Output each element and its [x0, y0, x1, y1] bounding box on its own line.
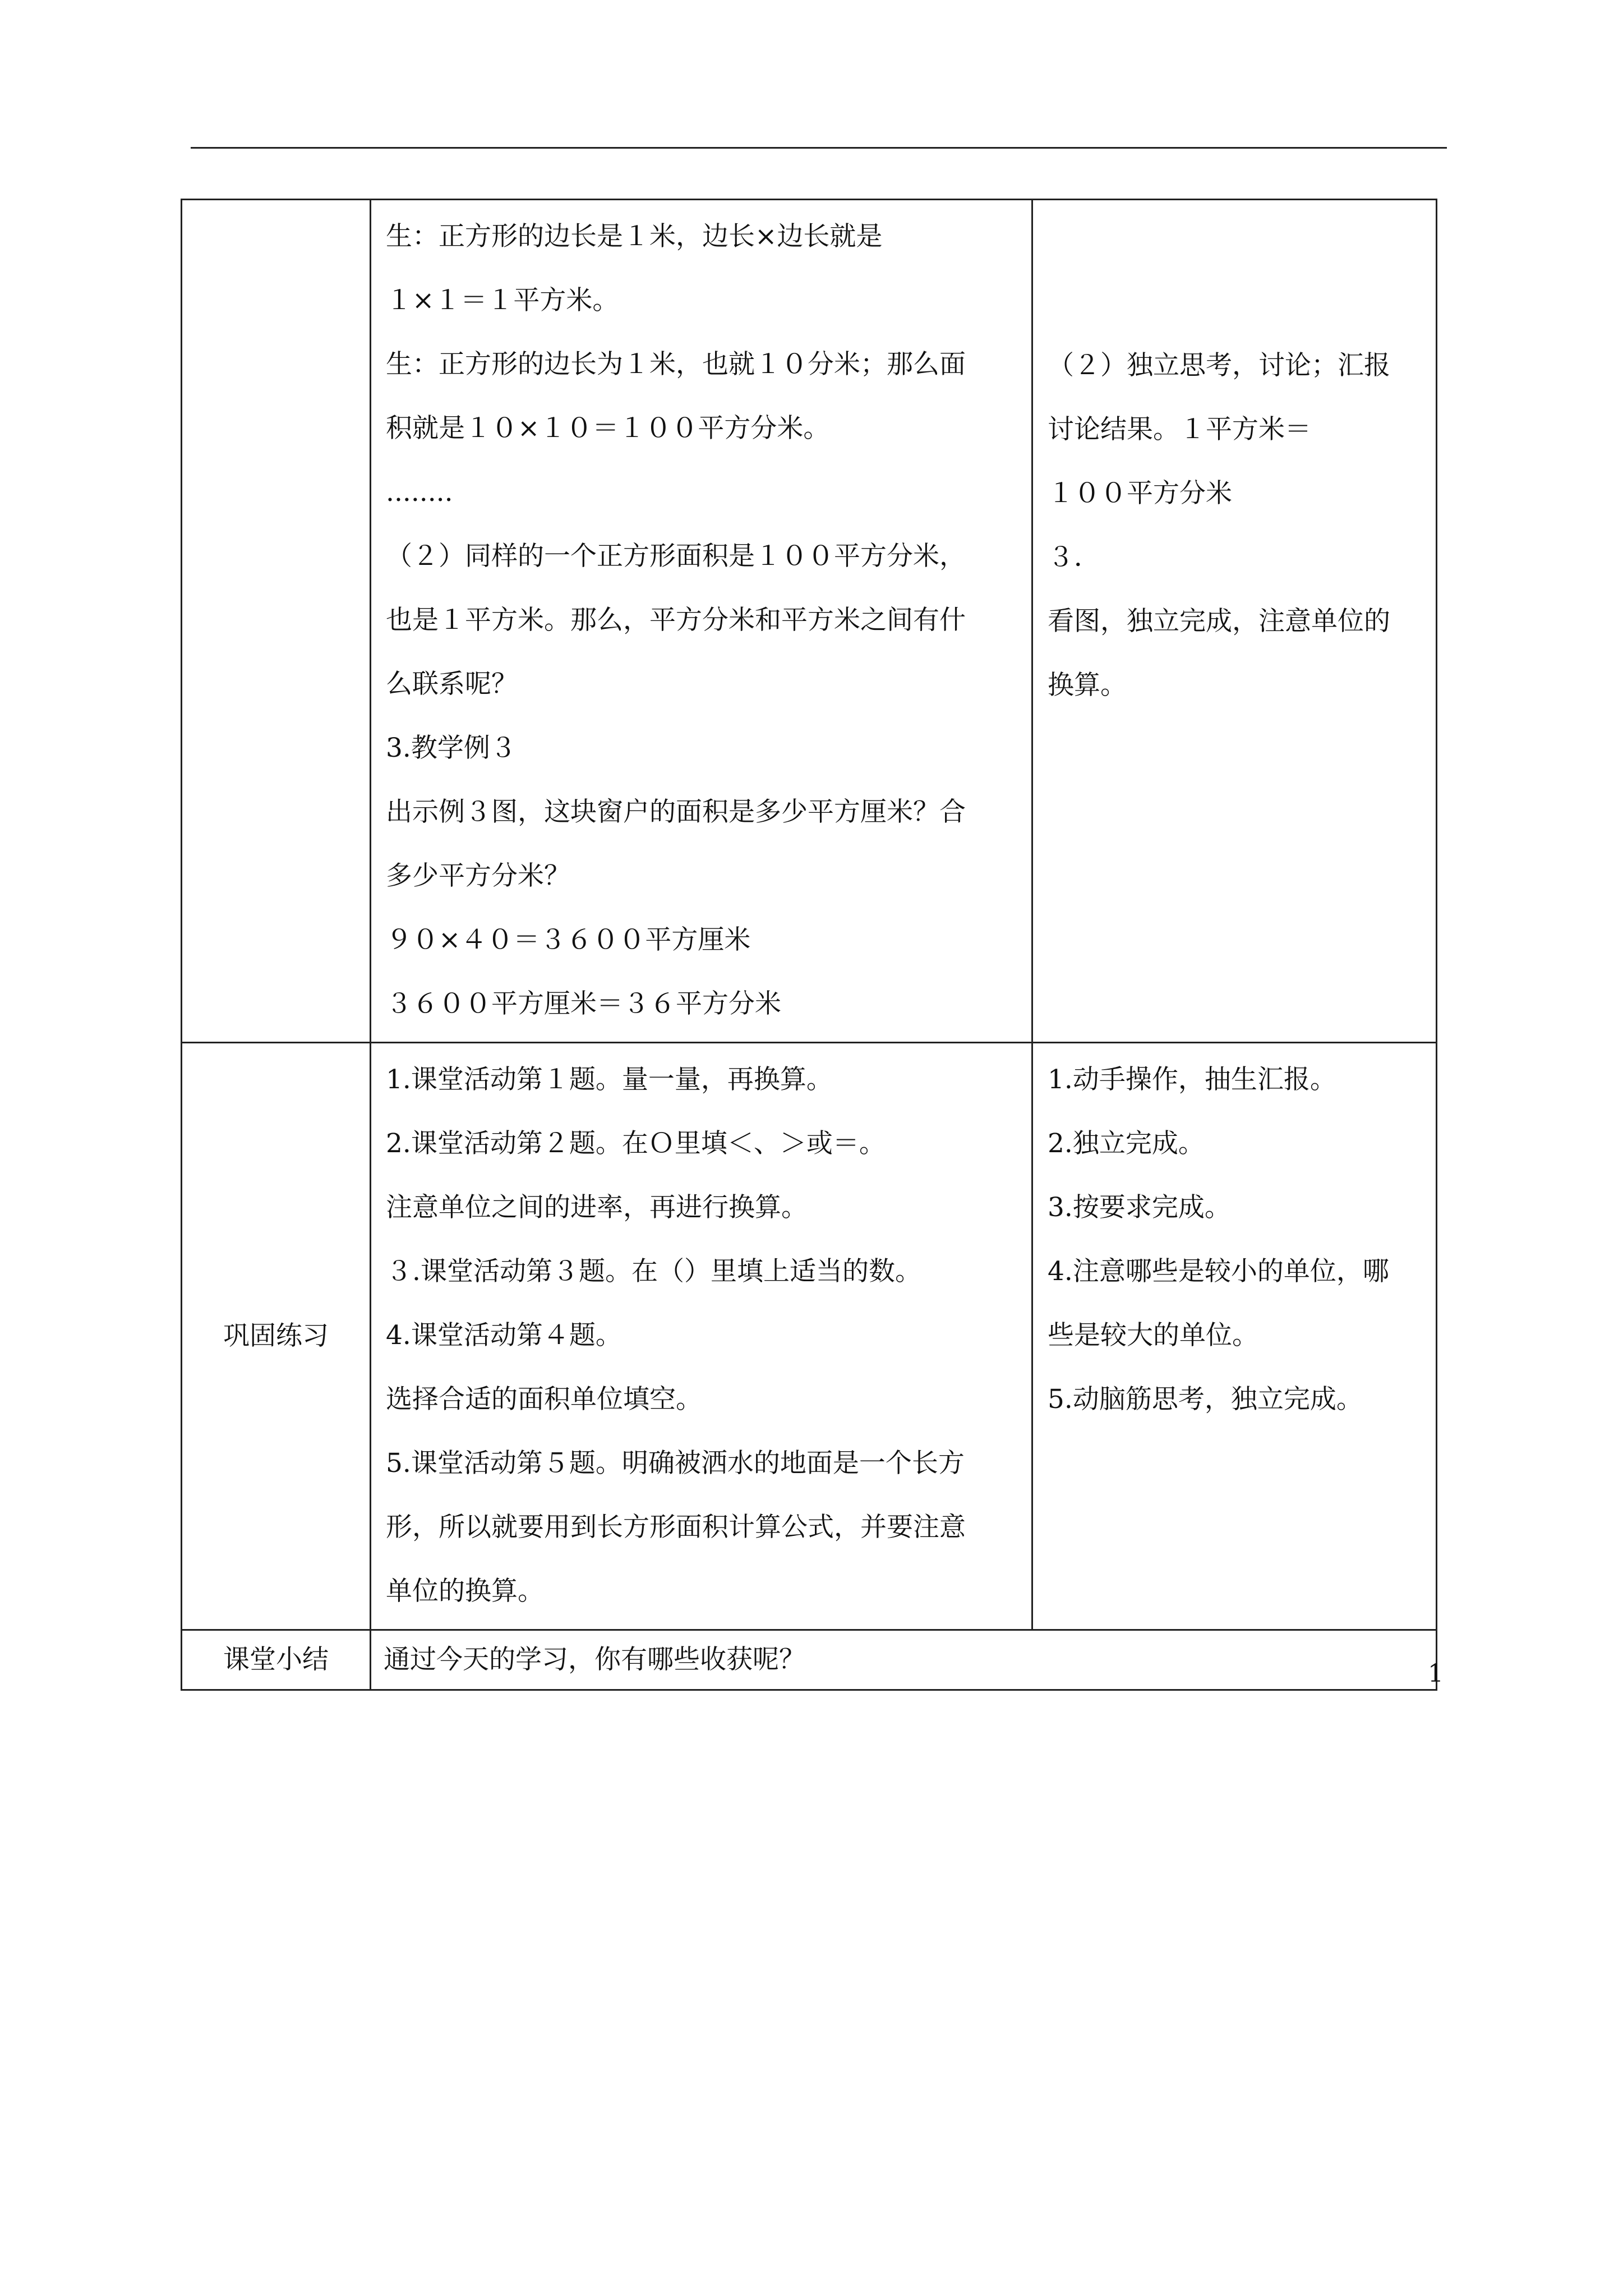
text-line: ........ [386, 477, 453, 508]
row1-teacher-lines [371, 200, 1031, 1042]
text-line: 1.动手操作，抽生汇报。 [1048, 1064, 1336, 1095]
lesson-plan-table [181, 199, 1437, 1691]
text-line: 5.动脑筋思考，独立完成。 [1048, 1384, 1363, 1415]
row3-label: 课堂小结 [182, 1630, 371, 1690]
row2-label: 巩固练习 [182, 1043, 371, 1630]
text-line: 出示例３图，这块窗户的面积是多少平方厘米？合 [386, 797, 966, 827]
row2-student-lines [1033, 1043, 1436, 1437]
row2-teacher-cell [371, 1043, 1032, 1630]
text-line: 1.课堂活动第１题。量一量，再换算。 [386, 1064, 833, 1095]
text-line: 2.课堂活动第２题。在Ｏ里填＜、＞或＝。 [386, 1128, 886, 1159]
row3-content-cell [371, 1630, 1437, 1690]
text-line: 么联系呢？ [386, 669, 518, 700]
text-line: 形，所以就要用到长方形面积计算公式，并要注意 [386, 1512, 966, 1543]
header-rule [191, 147, 1447, 149]
row-summary [182, 1630, 1437, 1690]
text-line: 单位的换算。 [386, 1576, 544, 1607]
row1-label [182, 200, 371, 1043]
text-line: 选择合适的面积单位填空。 [386, 1384, 702, 1415]
text-line: 4.注意哪些是较小的单位，哪 [1048, 1256, 1389, 1287]
text-line: 积就是１０×１０＝１００平方分米。 [386, 413, 830, 444]
text-line: 4.课堂活动第４题。 [386, 1320, 622, 1351]
row1-teacher-cell [371, 200, 1032, 1043]
page-number: 1 [1428, 1659, 1444, 1688]
text-line: （２）独立思考，讨论；汇报 [1048, 350, 1390, 381]
text-line: 生：正方形的边长是１米，边长×边长就是 [386, 221, 883, 252]
row1-student-lines [1033, 200, 1436, 723]
row1-student-cell [1032, 200, 1437, 1043]
text-line: 生：正方形的边长为１米，也就１０分米；那么面 [386, 349, 966, 380]
row-teaching-process [182, 200, 1437, 1043]
text-line: １００平方分米 [1048, 478, 1232, 509]
text-line: 3.按要求完成。 [1048, 1192, 1231, 1223]
text-line: 2.独立完成。 [1048, 1128, 1205, 1159]
text-line: 看图，独立完成，注意单位的 [1048, 606, 1390, 637]
text-line: ９０×４０＝３６００平方厘米 [386, 924, 751, 955]
row2-teacher-lines [371, 1043, 1031, 1629]
text-line: 些是较大的单位。 [1048, 1320, 1258, 1351]
row3-content: 通过今天的学习，你有哪些收获呢？ [384, 1644, 805, 1675]
text-line: （２）同样的一个正方形面积是１００平方分米， [386, 541, 966, 572]
text-line: ３.课堂活动第３题。在（）里填上适当的数。 [386, 1256, 921, 1287]
text-line: 也是１平方米。那么，平方分米和平方米之间有什 [386, 605, 966, 636]
text-line: ３６００平方厘米＝３６平方分米 [386, 988, 781, 1019]
text-line: １×１＝１平方米。 [386, 285, 619, 316]
text-line: 注意单位之间的进率，再进行换算。 [386, 1192, 808, 1223]
text-line: 5.课堂活动第５题。明确被洒水的地面是一个长方 [386, 1448, 965, 1479]
row2-student-cell [1032, 1043, 1437, 1630]
text-line: 3.教学例３ [386, 733, 517, 763]
text-line: 换算。 [1048, 670, 1127, 701]
text-line: 讨论结果。１平方米＝ [1048, 414, 1311, 445]
text-line: ３． [1048, 542, 1100, 573]
row-practice [182, 1043, 1437, 1630]
text-line: 多少平方分米？ [386, 861, 570, 891]
